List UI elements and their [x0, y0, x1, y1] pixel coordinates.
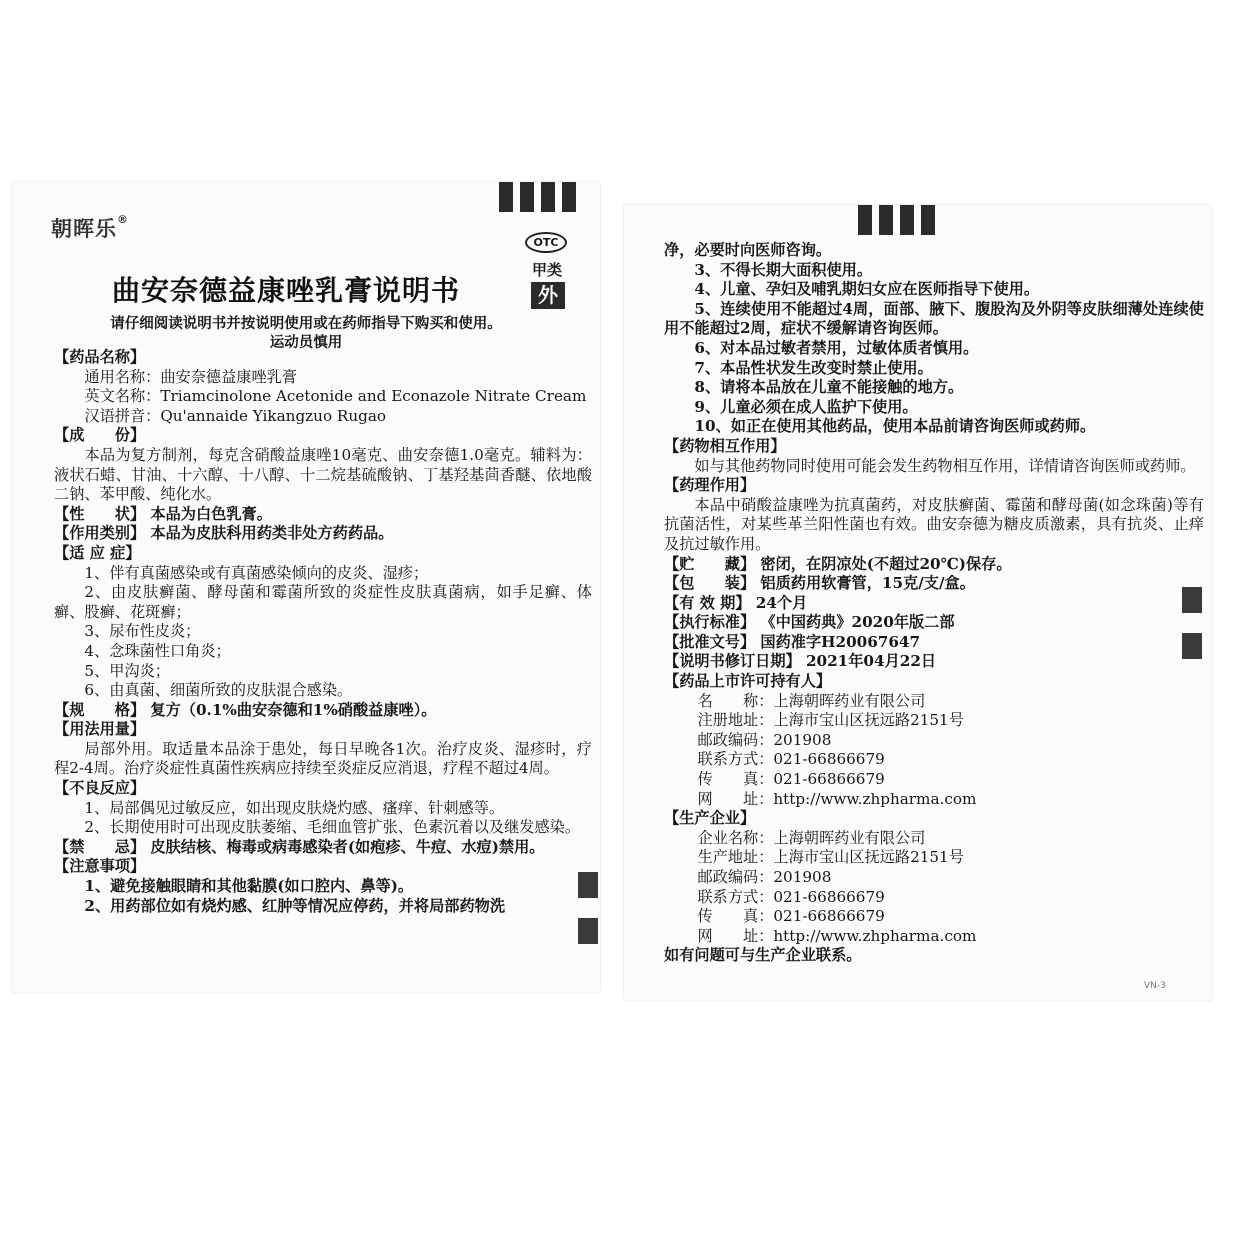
right-line: 【说明书修订日期】 2021年04月22日 [664, 652, 937, 671]
right-line: 邮政编码：201908 [697, 868, 832, 886]
left-line: 【注意事项】 [54, 857, 146, 876]
left-line: 【适 应 症】 [54, 543, 141, 562]
right-line: 本品中硝酸益康唑为抗真菌药，对皮肤癣菌、霉菌和酵母菌(如念珠菌)等有抗菌活性，对某些革兰阳性菌也有效。曲安奈德为糖皮质激素，具有抗炎、止痒及抗过敏作用。 [664, 495, 1204, 553]
brand-logo: 朝晖乐® [51, 213, 129, 241]
right-line: 生产地址：上海市宝山区抚远路2151号 [697, 848, 964, 867]
right-line: 【药品上市许可持有人】 [664, 672, 832, 691]
right-line: 网 址：http://www.zhpharma.com [697, 789, 977, 808]
left-line: 通用名称：曲安奈德益康唑乳膏 [84, 367, 298, 386]
right-line: 【包 装】 铝质药用软膏管，15克/支/盒。 [664, 574, 975, 593]
right-column-text [664, 241, 1204, 966]
right-line: 10、如正在使用其他药品，使用本品前请咨询医师或药师。 [694, 417, 1096, 436]
usage-notice: 请仔细阅读说明书并按说明使用或在药师指导下购买和使用。 [110, 315, 502, 332]
side-registration-mark [1182, 633, 1202, 659]
right-line: 3、不得长期大面积使用。 [694, 260, 873, 279]
right-line: 7、本品性状发生改变时禁止使用。 [694, 358, 933, 377]
right-line: 名 称：上海朝晖药业有限公司 [697, 691, 926, 710]
left-line: 【性 状】 本品为白色乳膏。 [54, 504, 272, 523]
athlete-notice: 运动员慎用 [269, 334, 343, 351]
right-line: 【贮 藏】 密闭，在阴凉处(不超过20℃)保存。 [664, 554, 1012, 573]
left-line: 【禁 忌】 皮肤结核、梅毒或病毒感染者(如疱疹、牛痘、水痘)禁用。 [54, 837, 545, 856]
right-line: 【药物相互作用】 [664, 436, 786, 455]
right-line: 如与其他药物同时使用可能会发生药物相互作用，详情请咨询医师或药师。 [694, 456, 1196, 475]
right-line: 【有 效 期】 24个月 [664, 593, 808, 612]
left-line: 4、念珠菌性口角炎； [84, 641, 231, 660]
right-line: 【生产企业】 [664, 809, 756, 828]
left-line: 5、甲沟炎； [84, 661, 170, 680]
document-title: 曲安奈德益康唑乳膏说明书 [112, 274, 461, 307]
left-line: 2、用药部位如有烧灼感、红肿等情况应停药，并将局部药物洗 [84, 896, 506, 915]
left-column-text [54, 348, 592, 916]
right-line: 网 址：http://www.zhpharma.com [697, 926, 977, 945]
right-line: 邮政编码：201908 [697, 730, 832, 749]
right-line: 【批准文号】 国药准字H20067647 [664, 632, 921, 651]
otc-class-label: 甲类 [532, 261, 563, 279]
right-line: 企业名称：上海朝晖药业有限公司 [697, 828, 926, 847]
external-use-badge: 外 [531, 282, 565, 309]
right-line: 9、儿童必须在成人监护下使用。 [694, 397, 918, 416]
left-line: 6、由真菌、细菌所致的皮肤混合感染。 [84, 681, 353, 700]
left-line: 【成 份】 [54, 426, 146, 445]
right-line: 净，必要时向医师咨询。 [664, 241, 832, 259]
right-line: 6、对本品过敏者禁用，过敏体质者慎用。 [694, 338, 979, 357]
right-line: 传 真：021-66866679 [697, 770, 885, 789]
right-line: 8、请将本品放在儿童不能接触的地方。 [694, 378, 964, 397]
left-line: 1、局部偶见过敏反应，如出现皮肤烧灼感、瘙痒、针刺感等。 [84, 798, 505, 817]
left-line: 2、长期使用时可出现皮肤萎缩、毛细血管扩张、色素沉着以及继发感染。 [84, 818, 581, 837]
left-line: 汉语拼音：Qu'annaide Yikangzuo Rugao [84, 406, 387, 425]
print-registration-bars [858, 205, 935, 235]
right-line: 联系方式：021-66866679 [697, 887, 885, 906]
print-code: VN-3 [1144, 981, 1166, 991]
right-line: 传 真：021-66866679 [697, 907, 885, 926]
left-line: 【药品名称】 [54, 348, 146, 366]
left-line: 英文名称：Triamcinolone Acetonide and Econazole Nitrate Cream [84, 387, 587, 406]
leaflet-page-right [624, 205, 1212, 1000]
left-line: 【不良反应】 [54, 779, 146, 798]
left-line: 【用法用量】 [54, 720, 146, 739]
otc-badge: OTC [525, 232, 567, 253]
right-line: 注册地址：上海市宝山区抚远路2151号 [697, 711, 964, 730]
left-line: 1、避免接触眼睛和其他黏膜(如口腔内、鼻等)。 [84, 877, 414, 896]
side-registration-mark [578, 918, 598, 944]
leaflet-page-left [12, 182, 600, 992]
right-line: 5、连续使用不能超过4周，面部、腋下、腹股沟及外阴等皮肤细薄处连续使用不能超过2周，症状不缓解请咨询医师。 [664, 299, 1204, 338]
print-registration-bars [499, 182, 576, 212]
right-line: 如有问题可与生产企业联系。 [664, 946, 862, 965]
side-registration-mark [1182, 587, 1202, 613]
left-line: 2、由皮肤癣菌、酵母菌和霉菌所致的炎症性皮肤真菌病，如手足癣、体癣、股癣、花斑癣； [54, 583, 592, 621]
left-line: 【作用类别】 本品为皮肤科用药类非处方药药品。 [54, 524, 394, 543]
right-line: 联系方式：021-66866679 [697, 750, 885, 769]
side-registration-mark [578, 872, 598, 898]
right-line: 【药理作用】 [664, 476, 756, 495]
left-line: 本品为复方制剂，每克含硝酸益康唑10毫克、曲安奈德1.0毫克。辅料为：液状石蜡、甘油、十六醇、十八醇、十二烷基硫酸钠、丁基羟基茴香醚、依地酸二钠、苯甲酸、纯化水。 [54, 445, 592, 504]
left-line: 局部外用。取适量本品涂于患处，每日早晚各1次。治疗皮炎、湿疹时，疗程2-4周。治疗炎症性真菌性疾病应持续至炎症反应消退，疗程不超过4周。 [54, 739, 592, 778]
right-line: 【执行标准】 《中国药典》2020年版二部 [664, 613, 955, 632]
left-line: 【规 格】 复方（0.1%曲安奈德和1%硝酸益康唑）。 [54, 700, 437, 719]
left-line: 1、伴有真菌感染或有真菌感染倾向的皮炎、湿疹； [84, 563, 429, 582]
left-line: 3、尿布性皮炎； [84, 622, 201, 641]
right-line: 4、儿童、孕妇及哺乳期妇女应在医师指导下使用。 [694, 280, 1040, 299]
